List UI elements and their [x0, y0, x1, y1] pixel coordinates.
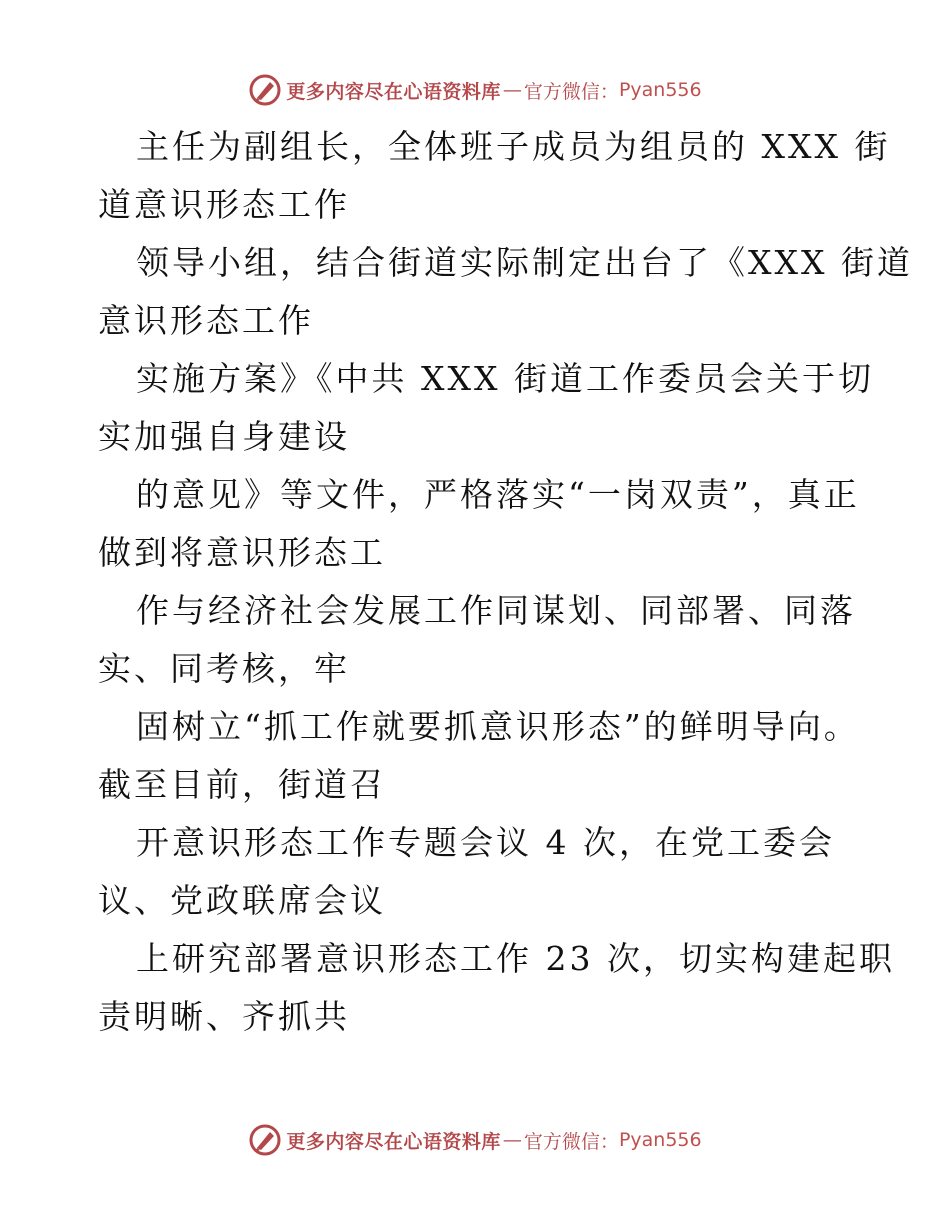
paragraph-line: 上研究部署意识形态工作 23 次，切实构建起职: [136, 939, 895, 978]
paragraph-line: 议、党政联席会议: [98, 881, 386, 920]
header-watermark: [0, 70, 950, 110]
paragraph-line: 道意识形态工作: [98, 185, 350, 224]
paragraph-line: 固树立“抓工作就要抓意识形态”的鲜明导向。: [136, 707, 860, 746]
banner-wechat-label: 官方微信：: [523, 80, 619, 103]
banner-library-text: 更多内容尽在心语资料库: [286, 80, 501, 103]
paragraph-line: 开意识形态工作专题会议 4 次，在党工委会: [136, 823, 835, 862]
paragraph-line: 作与经济社会发展工作同谋划、同部署、同落: [136, 591, 856, 630]
banner-dash: —: [502, 79, 522, 101]
paragraph-line: 领导小组，结合街道实际制定出台了《XXX 街道: [136, 243, 913, 282]
paragraph: [98, 350, 874, 466]
pen-logo-icon: [248, 73, 282, 107]
paragraph-line: 责明晰、齐抓共: [98, 997, 350, 1036]
paragraph-line: 做到将意识形态工: [98, 533, 386, 572]
paragraph: [98, 118, 891, 234]
paragraph-line: 实施方案》《中共 XXX 街道工作委员会关于切: [136, 359, 874, 398]
paragraph: [98, 234, 913, 350]
paragraph: [98, 582, 858, 698]
banner-dash: —: [502, 1129, 522, 1151]
paragraph-line: 实加强自身建设: [98, 417, 350, 456]
banner-wechat-label: 官方微信：: [523, 1130, 619, 1153]
banner-wechat-id: Pyan556: [618, 79, 702, 101]
footer-watermark: [0, 1120, 950, 1160]
paragraph-line: 实、同考核，牢: [98, 649, 350, 688]
pen-logo-icon: [248, 1123, 282, 1157]
paragraph: [98, 466, 858, 582]
paragraph-line: 意识形态工作: [98, 301, 314, 340]
paragraph: [98, 930, 895, 1046]
banner-wechat-id: Pyan556: [618, 1129, 702, 1151]
banner-library-text: 更多内容尽在心语资料库: [286, 1130, 501, 1153]
paragraph: [98, 814, 858, 930]
paragraph: [98, 698, 858, 814]
paragraph-line: 截至目前，街道召: [98, 765, 386, 804]
paragraph-line: 的意见》等文件，严格落实“一岗双责”，真正: [136, 475, 860, 514]
paragraph-line: 主任为副组长，全体班子成员为组员的 XXX 街: [136, 127, 891, 166]
document-body: [98, 118, 913, 1046]
